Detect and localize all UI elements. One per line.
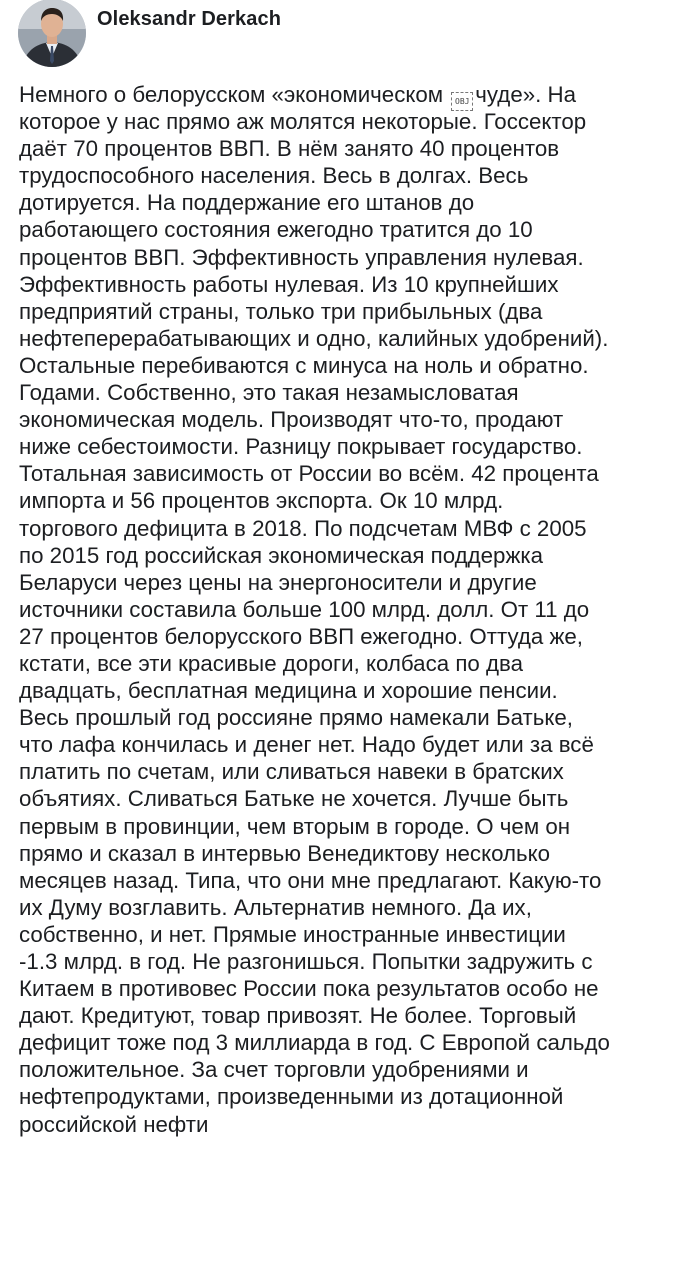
post-line: Годами. Собственно, это такая незамысловатая [19, 380, 519, 406]
post-line: собственно, и нет. Прямые иностранные инвестиции [19, 921, 566, 947]
post-line: трудоспособного населения. Весь в долгах. Весь [19, 163, 529, 189]
post-line: экономическая модель. Производят что-то, продают [19, 407, 564, 433]
post-line: дотируется. На поддержание его штанов до [19, 190, 475, 216]
post-line: что лафа кончилась и денег нет. Надо будет или за всё [19, 732, 594, 758]
post-line: предприятий страны, только три прибыльных (два [19, 298, 543, 324]
author-name[interactable]: Oleksandr Derkach [97, 8, 282, 30]
post-line: положительное. За счет торговли удобрениями и [19, 1057, 529, 1083]
post-line: Эффективность работы нулевая. Из 10 крупнейших [19, 271, 559, 297]
post-line: дают. Кредитуют, товар привозят. Не более. Торговый [19, 1003, 577, 1029]
post-line: двадцать, бесплатная медицина и хорошие пенсии. [19, 678, 558, 704]
post-line: которое у нас прямо аж молятся некоторые. Госсектор [19, 109, 587, 135]
post-line: месяцев назад. Типа, что они мне предлагают. Какую-то [19, 867, 602, 893]
post-text [19, 81, 669, 1138]
post-line: первым в провинции, чем вторым в городе. О чем он [19, 813, 571, 839]
post-line: работающего состояния ежегодно тратится до 10 [19, 217, 533, 243]
post-line: даёт 70 процентов ВВП. В нём занято 40 процентов [19, 136, 560, 162]
post-line: российской нефти [19, 1111, 209, 1137]
post-line: объятиях. Сливаться Батьке не хочется. Лучше быть [19, 786, 569, 812]
post-line: торгового дефицита в 2018. По подсчетам МВФ с 2005 [19, 515, 587, 541]
post-line: ниже себестоимости. Разницу покрывает государство. [19, 434, 583, 460]
post-line: процентов ВВП. Эффективность управления нулевая. [19, 244, 584, 270]
post-line: дефицит тоже под 3 миллиарда в год. С Европой сальдо [19, 1030, 610, 1056]
post-line: их Думу возглавить. Альтернатив немного. Да их, [19, 894, 532, 920]
post-line: импорта и 56 процентов экспорта. Ок 10 млрд. [19, 488, 504, 514]
post-line: по 2015 год российская экономическая поддержка [19, 542, 544, 568]
post-line: прямо и сказал в интервью Венедиктову несколько [19, 840, 551, 866]
post-line: Остальные перебиваются с минуса на ноль и обратно. [19, 352, 589, 378]
post-line: Тотальная зависимость от России во всём. 42 процента [19, 461, 599, 487]
post-line: платить по счетам, или сливаться навеки в братских [19, 759, 564, 785]
post-line: 27 процентов белорусского ВВП ежегодно. Оттуда же, [19, 623, 583, 649]
post-line: -1.3 млрд. в год. Не разгонишься. Попытки задружить с [19, 949, 593, 974]
post-line-text: Немного о белорусском «экономическом [19, 82, 450, 107]
post-header [18, 0, 658, 70]
post-line: Беларуси через цены на энергоносители и другие [19, 569, 537, 595]
object-placeholder-icon: OBJ [451, 92, 473, 111]
post-line: Весь прошлый год россияне прямо намекали Батьке, [19, 705, 573, 731]
post-line-text: чуде». На [475, 82, 577, 107]
post-line [19, 81, 669, 108]
post-line: Китаем в противовес России пока результатов особо не [19, 976, 599, 1002]
post-line: нефтеперерабатывающих и одно, калийных удобрений). [19, 325, 609, 351]
avatar[interactable] [18, 0, 86, 67]
post-line: кстати, все эти красивые дороги, колбаса по два [19, 650, 523, 676]
post-line: источники составила больше 100 млрд. долл. От 11 до [19, 596, 590, 622]
post-line: нефтепродуктами, произведенными из дотационной [19, 1084, 564, 1110]
profile-photo-icon [18, 0, 86, 67]
